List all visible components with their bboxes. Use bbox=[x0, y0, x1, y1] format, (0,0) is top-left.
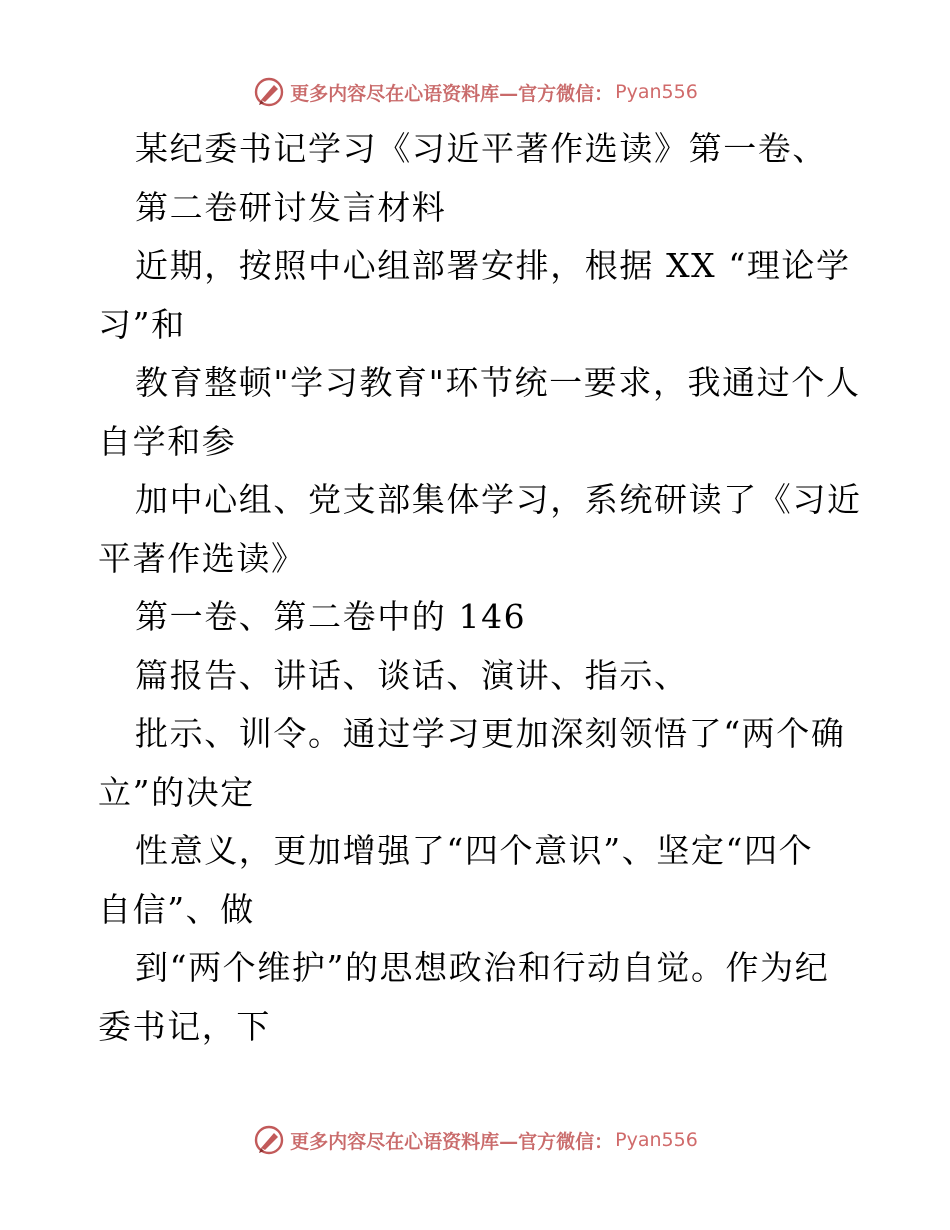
watermark-text: 更多内容尽在心语资料库—官方微信： bbox=[290, 1130, 614, 1153]
document-body bbox=[98, 120, 862, 1056]
text-line: 自信”、做 bbox=[98, 889, 255, 929]
text-line: 加中心组、党支部集体学习，系统研读了《习近 bbox=[135, 480, 862, 519]
text-line: 第二卷研讨发言材料 bbox=[135, 187, 447, 227]
text-line: 自学和参 bbox=[98, 421, 237, 461]
text-line: 习”和 bbox=[98, 304, 186, 344]
text-line: 立”的决定 bbox=[98, 772, 255, 812]
pen-logo-icon bbox=[252, 75, 286, 109]
text-line: 篇报告、讲话、谈话、演讲、指示、 bbox=[135, 655, 689, 695]
text-line: 到“两个维护”的思想政治和行动自觉。作为纪 bbox=[135, 948, 830, 987]
header-watermark bbox=[0, 72, 950, 112]
text-line: 批示、训令。通过学习更加深刻领悟了“两个确 bbox=[135, 714, 846, 753]
text-line: 某纪委书记学习《习近平著作选读》第一卷、 bbox=[135, 129, 827, 168]
text-line: 委书记，下 bbox=[98, 1006, 271, 1046]
watermark-wechat-id: Pyan556 bbox=[615, 1129, 698, 1151]
pen-logo-icon bbox=[252, 1123, 286, 1157]
text-line: 教育整顿"学习教育"环节统一要求，我通过个人 bbox=[135, 363, 861, 402]
text-line: 近期，按照中心组部署安排，根据 XX “理论学 bbox=[135, 246, 851, 285]
text-line: 平著作选读》 bbox=[98, 538, 306, 578]
watermark-text: 更多内容尽在心语资料库—官方微信： bbox=[290, 82, 614, 105]
text-line: 性意义，更加增强了“四个意识”、坚定“四个 bbox=[135, 831, 814, 870]
footer-watermark bbox=[0, 1120, 950, 1160]
text-line: 第一卷、第二卷中的 146 bbox=[135, 597, 527, 636]
watermark-wechat-id: Pyan556 bbox=[615, 81, 698, 103]
